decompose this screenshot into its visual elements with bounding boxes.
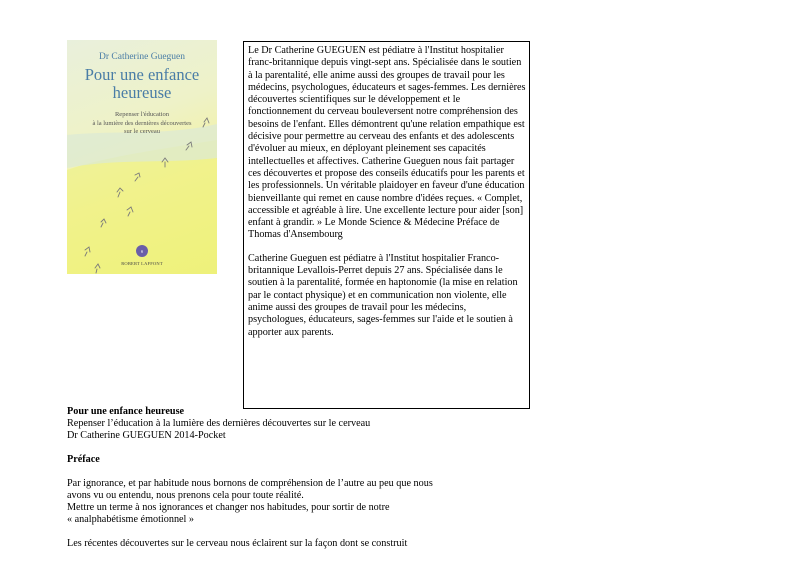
book-summary-box: [243, 41, 530, 409]
cover-subtitle-line: sur le cerveau: [123, 128, 161, 135]
preface-paragraph: [67, 478, 767, 526]
cover-subtitle-line: Repenser l'éducation: [114, 111, 170, 118]
preface-line: avons vu ou entendu, nous prenons cela pour toute réalité.: [67, 490, 304, 501]
next-paragraph: [67, 538, 767, 550]
summary-paragraph: Le Dr Catherine GUEGUEN est pédiatre à l'Institut hospitalier franc-britannique depuis vingt-sept ans. Spécialisée dans le soutien à la parentalité, elle anime aussi des groupes de travail pour les médecins, psychologues, éducateurs et sages-femmes. Les dernières découvertes scientifiques sur le développement et le fonctionnement du cerveau bouleversent notre compréhension des besoins de l'enfant. Elles démontrent qu'une relation empathique est décisive pour permettre au cerveau des enfants et des adolescents d'évoluer au mieux, en déployant pleinement ses capacités intellectuelles et affectives. Catherine Gueguen nous fait partager ces découvertes et propose des conseils éducatifs pour les parents et les professionnels. Un véritable plaidoyer en faveur d'une éducation bienveillante qui remet en cause nombre d'idées reçues. « Complet, accessible et agréable à lire. Une excellente lecture pour aider [son] enfant à grandir. » Le Monde Science & Médecine Préface de Thomas d'Ansembourg: [248, 45, 526, 241]
author-bio-paragraph: Catherine Gueguen est pédiatre à l'Institut hospitalier Franco-britannique Levallois-Perret depuis 27 ans. Spécialisée dans le soutien à la parentalité, formée en haptonomie (la mise en relation par le contact physique) et en communication non violente, elle anime aussi des groupes de travail pour les médecins, psychologues, éducateurs, sages-femmes sur l'aide et le soutien à apporter aux parents.: [248, 252, 518, 338]
cover-title-line: Pour une enfance: [84, 65, 200, 84]
cover-subtitle: [67, 111, 217, 137]
next-paragraph-line: Les récentes découvertes sur le cerveau nous éclairent sur la façon dont se construit: [67, 538, 408, 549]
preface-line: Mettre un terme à nos ignorances et changer nos habitudes, pour sortir de notre: [67, 502, 390, 513]
book-cover: [67, 40, 217, 274]
document-body: [67, 406, 767, 550]
cover-subtitle-line: à la lumière des dernières découvertes: [92, 119, 192, 127]
cover-publisher: ROBERT LAFFONT: [121, 261, 163, 266]
preface-line: Par ignorance, et par habitude nous bornons de compréhension de l’autre au peu que nous: [67, 478, 433, 489]
cover-title: [67, 66, 217, 102]
author-line: Dr Catherine GUEGUEN 2014-Pocket: [67, 430, 226, 441]
preface-line: « analphabétisme émotionnel »: [67, 514, 195, 525]
cover-author: Dr Catherine Gueguen: [99, 52, 185, 62]
svg-text:R: R: [140, 250, 144, 254]
book-subtitle: Repenser l’éducation à la lumière des dernières découvertes sur le cerveau: [67, 418, 371, 429]
cover-title-line: heureuse: [112, 83, 172, 102]
book-title: Pour une enfance heureuse: [67, 406, 185, 417]
preface-heading: Préface: [67, 454, 100, 465]
